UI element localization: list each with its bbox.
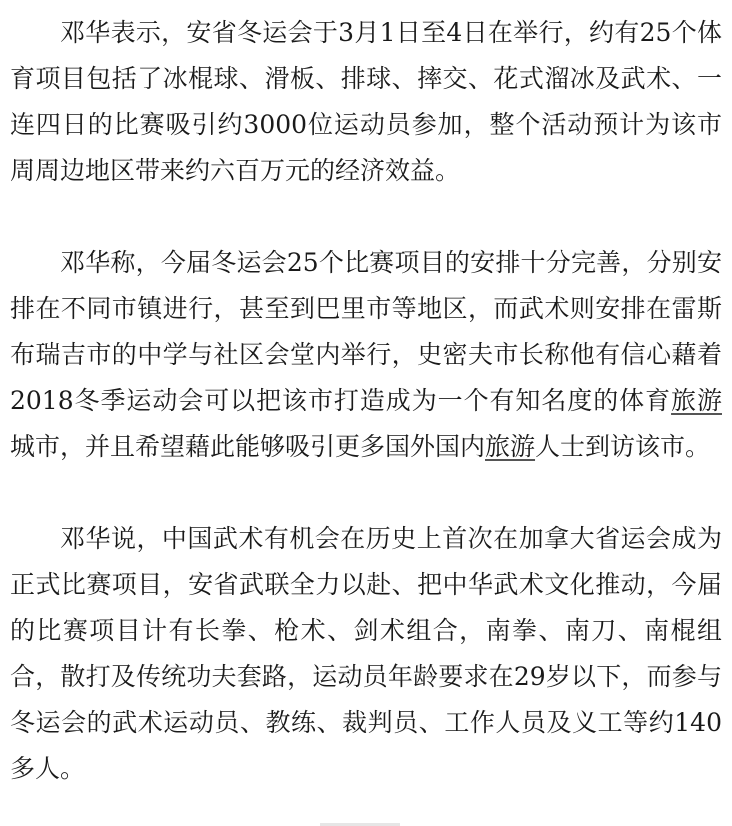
paragraph-2 xyxy=(10,240,722,470)
tourism-link-1[interactable]: 旅游 xyxy=(671,386,722,415)
tourism-link-2[interactable]: 旅游 xyxy=(485,432,536,461)
paragraph-2-text-c: 人士到访该市。 xyxy=(535,432,711,461)
paragraph-1: 邓华表示，安省冬运会于3月1日至4日在举行，约有25个体育项目包括了冰棍球、滑板、排球、摔交、花式溜冰及武术、一连四日的比赛吸引约3000位运动员参加，整个活动预计为该市周周边地区带来约六百万元的经济效益。 xyxy=(10,18,722,185)
paragraph-2-text-a: 邓华称，今届冬运会25个比赛项目的安排十分完善，分别安排在不同市镇进行，甚至到巴里市等地区，而武术则安排在雷斯布瑞吉市的中学与社区会堂内举行，史密夫市长称他有信心藉着2018冬季运动会可以把该市打造成为一个有知名度的体育 xyxy=(10,248,722,415)
paragraph-3: 邓华说，中国武术有机会在历史上首次在加拿大省运会成为正式比赛项目，安省武联全力以赴、把中华武术文化推动，今届的比赛项目计有长拳、枪术、剑术组合，南拳、南刀、南棍组合，散打及传统功夫套路，运动员年龄要求在29岁以下，而参与冬运会的武术运动员、教练、裁判员、工作人员及义工等约140多人。 xyxy=(10,524,722,783)
article-body xyxy=(10,10,722,792)
paragraph-2-text-b: 城市，并且希望藉此能够吸引更多国外国内 xyxy=(10,432,486,461)
